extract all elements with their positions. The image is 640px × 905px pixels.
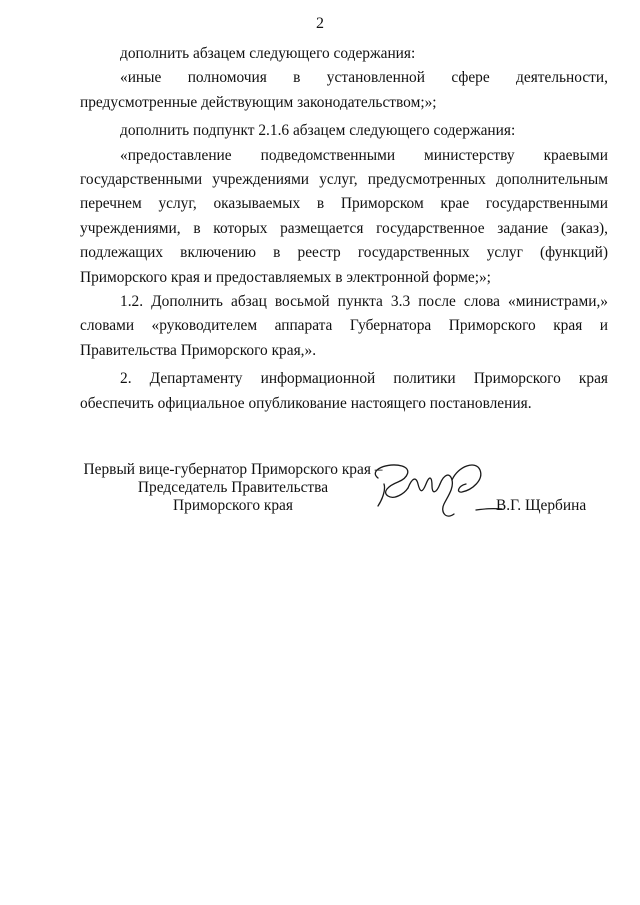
paragraph-3: дополнить подпункт 2.1.6 абзацем следующего содержания:: [120, 122, 516, 140]
handwritten-signature: [358, 448, 508, 528]
signatory-name: В.Г. Щербина: [496, 497, 587, 514]
document-body: [80, 42, 608, 416]
signatory-title-line-2: Председатель Правительства: [137, 479, 329, 496]
paragraph-2: «иные полномочия в установленной сфере деятельности, предусмотренные действующим законодательством;»;: [80, 69, 608, 111]
signatory-title-line-3: Приморского края: [173, 497, 293, 514]
page-number: 2: [316, 15, 324, 32]
signatory-title-line-1: Первый вице-губернатор Приморского края –: [83, 461, 383, 478]
paragraph-1: дополнить абзацем следующего содержания:: [120, 45, 416, 62]
paragraph-5: 1.2. Дополнить абзац восьмой пункта 3.3 после слова «министрами,» словами «руководителем аппарата Губернатора Приморского края и Правительства Приморского края,».: [80, 293, 608, 359]
signatory-title: [80, 461, 386, 515]
paragraph-4: «предоставление подведомственными министерству краевыми государственными учреждениями услуг, предусмотренных дополнительным перечнем услуг, оказываемых в Приморском крае государственными учреждениями, в которых размещается государственное задание (заказ), подлежащих включению в реестр государственных услуг (функций) Приморского края и предоставляемых в электронной форме;»;: [80, 146, 608, 286]
paragraph-6: 2. Департаменту информационной политики Приморского края обеспечить официальное опубликование настоящего постановления.: [80, 370, 608, 412]
